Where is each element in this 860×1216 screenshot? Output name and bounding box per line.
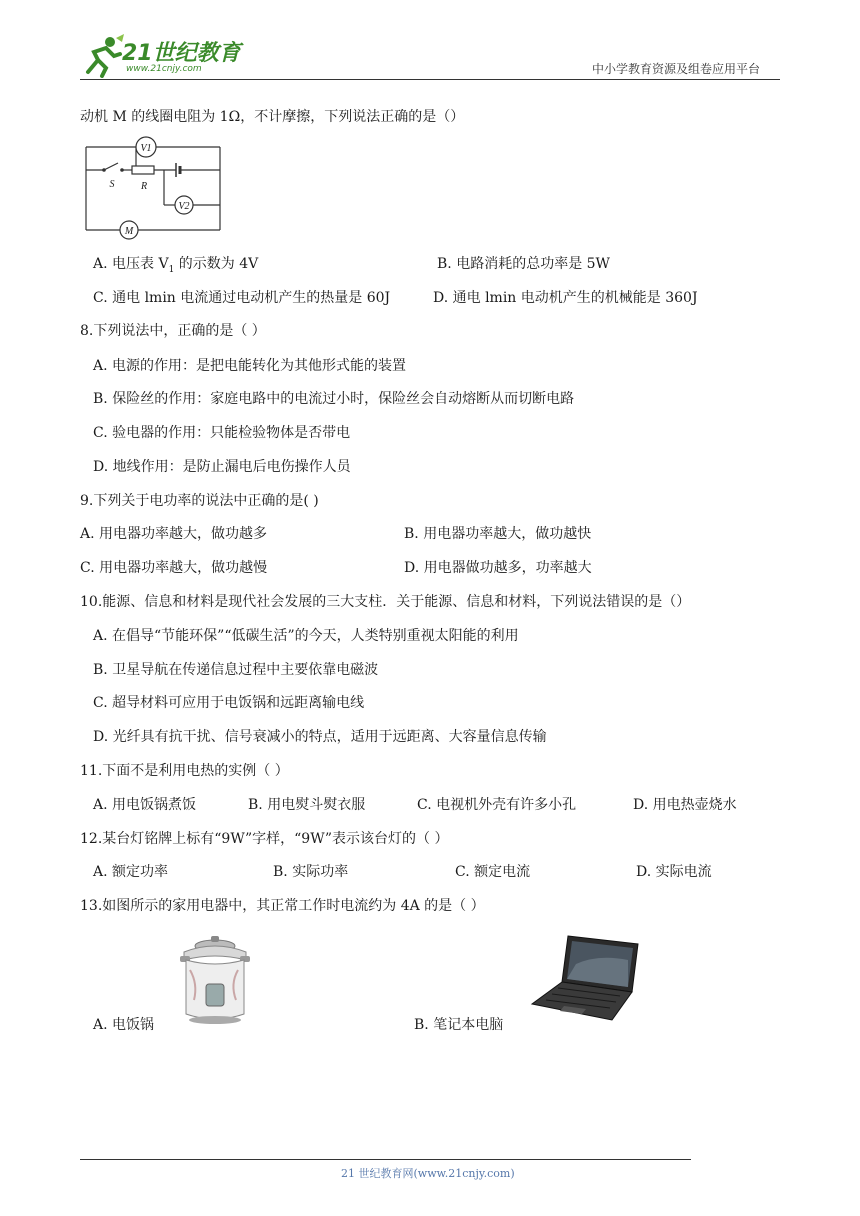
q8-option-a: A. 电源的作用：是把电能转化为其他形式能的装置	[93, 358, 407, 374]
logo-url: www.21cnjy.com	[126, 64, 202, 74]
rice-cooker-image	[178, 934, 252, 1026]
logo-text: 21世纪教育	[122, 41, 241, 66]
q7-option-c: C. 通电 lmin 电流通过电动机产生的热量是 60J	[93, 290, 391, 306]
platform-title: 中小学教育资源及组卷应用平台	[592, 62, 761, 76]
q12-option-c: C. 额定电流	[455, 864, 531, 880]
q10-option-b: B. 卫星导航在传递信息过程中主要依靠电磁波	[93, 662, 379, 678]
q10-stem: 10.能源、信息和材料是现代社会发展的三大支柱．关于能源、信息和材料，下列说法错误的是（）	[80, 594, 691, 610]
q11-option-d: D. 用电热壶烧水	[633, 797, 737, 813]
q9-option-c: C. 用电器功率越大，做功越慢	[80, 560, 268, 576]
q11-option-c: C. 电视机外壳有许多小孔	[417, 797, 577, 813]
q11-stem: 11.下面不是利用电热的实例（ ）	[80, 763, 289, 779]
q10-option-c: C. 超导材料可应用于电饭锅和远距离输电线	[93, 695, 365, 711]
laptop-image	[528, 934, 640, 1024]
q13-option-a: A. 电饭锅	[93, 1017, 155, 1033]
q13-option-b: B. 笔记本电脑	[414, 1017, 504, 1033]
q9-option-b: B. 用电器功率越大，做功越快	[404, 526, 592, 542]
q8-option-d: D. 地线作用：是防止漏电后电伤操作人员	[93, 459, 351, 475]
q7-option-b: B. 电路消耗的总功率是 5W	[437, 256, 610, 272]
q11-option-b: B. 用电熨斗熨衣服	[248, 797, 366, 813]
q8-stem: 8.下列说法中，正确的是（ ）	[80, 323, 266, 339]
q9-option-d: D. 用电器做功越多，功率越大	[404, 560, 592, 576]
q12-option-d: D. 实际电流	[636, 864, 712, 880]
q7-stem: 动机 M 的线圈电阻为 1Ω，不计摩擦，下列说法正确的是（）	[80, 109, 465, 125]
footer-divider	[80, 1159, 691, 1160]
q11-option-a: A. 用电饭锅煮饭	[93, 797, 197, 813]
footer-text[interactable]: 21 世纪教育网(www.21cnjy.com)	[341, 1167, 515, 1180]
q9-option-a: A. 用电器功率越大，做功越多	[80, 526, 268, 542]
m-label: M	[124, 226, 134, 237]
header-divider	[80, 79, 780, 80]
q12-option-a: A. 额定功率	[93, 864, 169, 880]
q13-stem: 13.如图所示的家用电器中，其正常工作时电流约为 4A 的是（ ）	[80, 898, 485, 914]
runner-logo-icon	[80, 34, 124, 78]
q8-option-c: C. 验电器的作用：只能检验物体是否带电	[93, 425, 351, 441]
q9-stem: 9.下列关于电功率的说法中正确的是( )	[80, 493, 319, 509]
q12-option-b: B. 实际功率	[273, 864, 349, 880]
site-logo	[80, 34, 250, 78]
v2-label: V2	[178, 201, 190, 212]
v1-label: V1	[140, 143, 152, 154]
q12-stem: 12.某台灯铭牌上标有“9W”字样，“9W”表示该台灯的（ ）	[80, 831, 449, 847]
r-label: R	[140, 181, 148, 192]
circuit-diagram	[84, 135, 226, 245]
q10-option-a: A. 在倡导“节能环保”“低碳生活”的今天，人类特别重视太阳能的利用	[93, 628, 519, 644]
q10-option-d: D. 光纤具有抗干扰、信号衰减小的特点，适用于远距离、大容量信息传输	[93, 729, 547, 745]
s-label: S	[109, 179, 115, 190]
q7-option-d: D. 通电 lmin 电动机产生的机械能是 360J	[433, 290, 698, 306]
q8-option-b: B. 保险丝的作用：家庭电路中的电流过小时，保险丝会自动熔断从而切断电路	[93, 391, 575, 407]
q7-option-a: A. 电压表 $V_1$ 的示数为 4V	[93, 256, 259, 275]
